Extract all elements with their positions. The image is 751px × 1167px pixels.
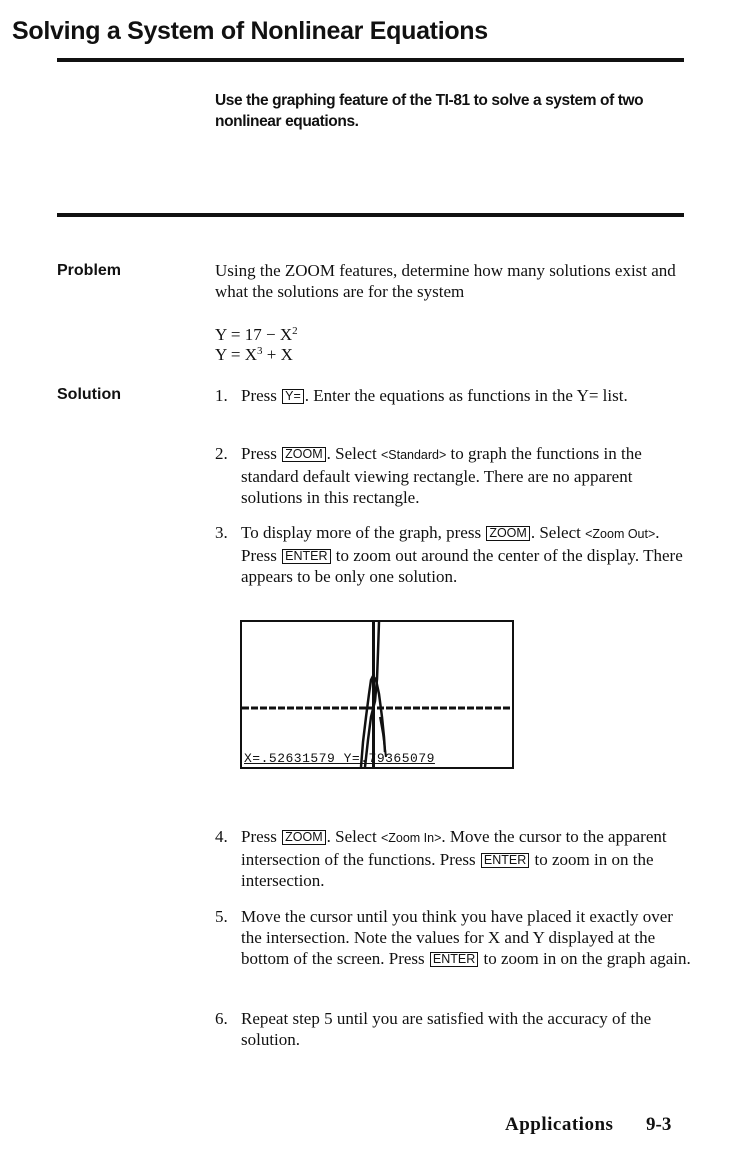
equation-2: $Y = X^3 + X$: [215, 345, 293, 364]
step-number: 6.: [215, 1009, 228, 1028]
page-title: Solving a System of Nonlinear Equations: [12, 17, 488, 45]
step-number: 5.: [215, 907, 228, 926]
menu-item-zoom-in: <Zoom In>: [380, 831, 442, 845]
page-number: 9-3: [646, 1114, 672, 1135]
step-2: 2. Press ZOOM . Select <Standard> to graph the functions in the standard default viewing rectangle. There are no apparent solutions in this rectangle.: [215, 444, 642, 507]
step-number: 2.: [215, 444, 228, 463]
step-3: 3. To display more of the graph, press ZOOM . Select <Zoom Out>. Press ENTER to zoom out around the center of the display. There appears to be only one solution.: [215, 523, 683, 586]
menu-item-zoom-out: <Zoom Out>: [585, 527, 656, 541]
enter-key: ENTER: [282, 549, 330, 564]
footer-section-title: Applications: [505, 1114, 614, 1135]
section-rule: [57, 213, 684, 217]
enter-key: ENTER: [481, 853, 529, 868]
calculator-screen: [240, 620, 514, 769]
graph-plot: [242, 622, 512, 767]
problem-text: Using the ZOOM features, determine how many solutions exist and what the solutions are for the system: [215, 261, 676, 301]
step-number: 1.: [215, 386, 228, 405]
step-number: 4.: [215, 827, 228, 846]
zoom-key: ZOOM: [282, 830, 326, 845]
step-5: 5. Move the cursor until you think you have placed it exactly over the intersection. Note the values for X and Y displayed at the bottom of the screen. Press ENTER to zoom in on the graph again.: [215, 907, 691, 968]
step-4: 4. Press ZOOM . Select <Zoom In>. Move the cursor to the apparent intersection of the functions. Press ENTER to zoom in on the intersection.: [215, 827, 667, 890]
menu-item-standard: <Standard>: [380, 448, 447, 462]
zoom-key: ZOOM: [282, 447, 326, 462]
coordinate-readout: X=.52631579 Y=.79365079: [244, 751, 435, 766]
y-equals-key: Y=: [282, 389, 304, 404]
problem-label: Problem: [57, 262, 122, 279]
top-rule: [57, 58, 684, 62]
step-1: 1. Press Y= . Enter the equations as functions in the Y= list.: [215, 386, 628, 405]
step-6: 6. Repeat step 5 until you are satisfied with the accuracy of the solution.: [215, 1009, 652, 1049]
zoom-key: ZOOM: [486, 526, 530, 541]
equation-1: $Y = 17 - X^2$: [215, 325, 298, 344]
intro-text: Use the graphing feature of the TI-81 to solve a system of two nonlinear equations.: [215, 92, 644, 130]
solution-label: Solution: [57, 386, 121, 403]
step-number: 3.: [215, 523, 228, 542]
enter-key: ENTER: [430, 952, 478, 967]
